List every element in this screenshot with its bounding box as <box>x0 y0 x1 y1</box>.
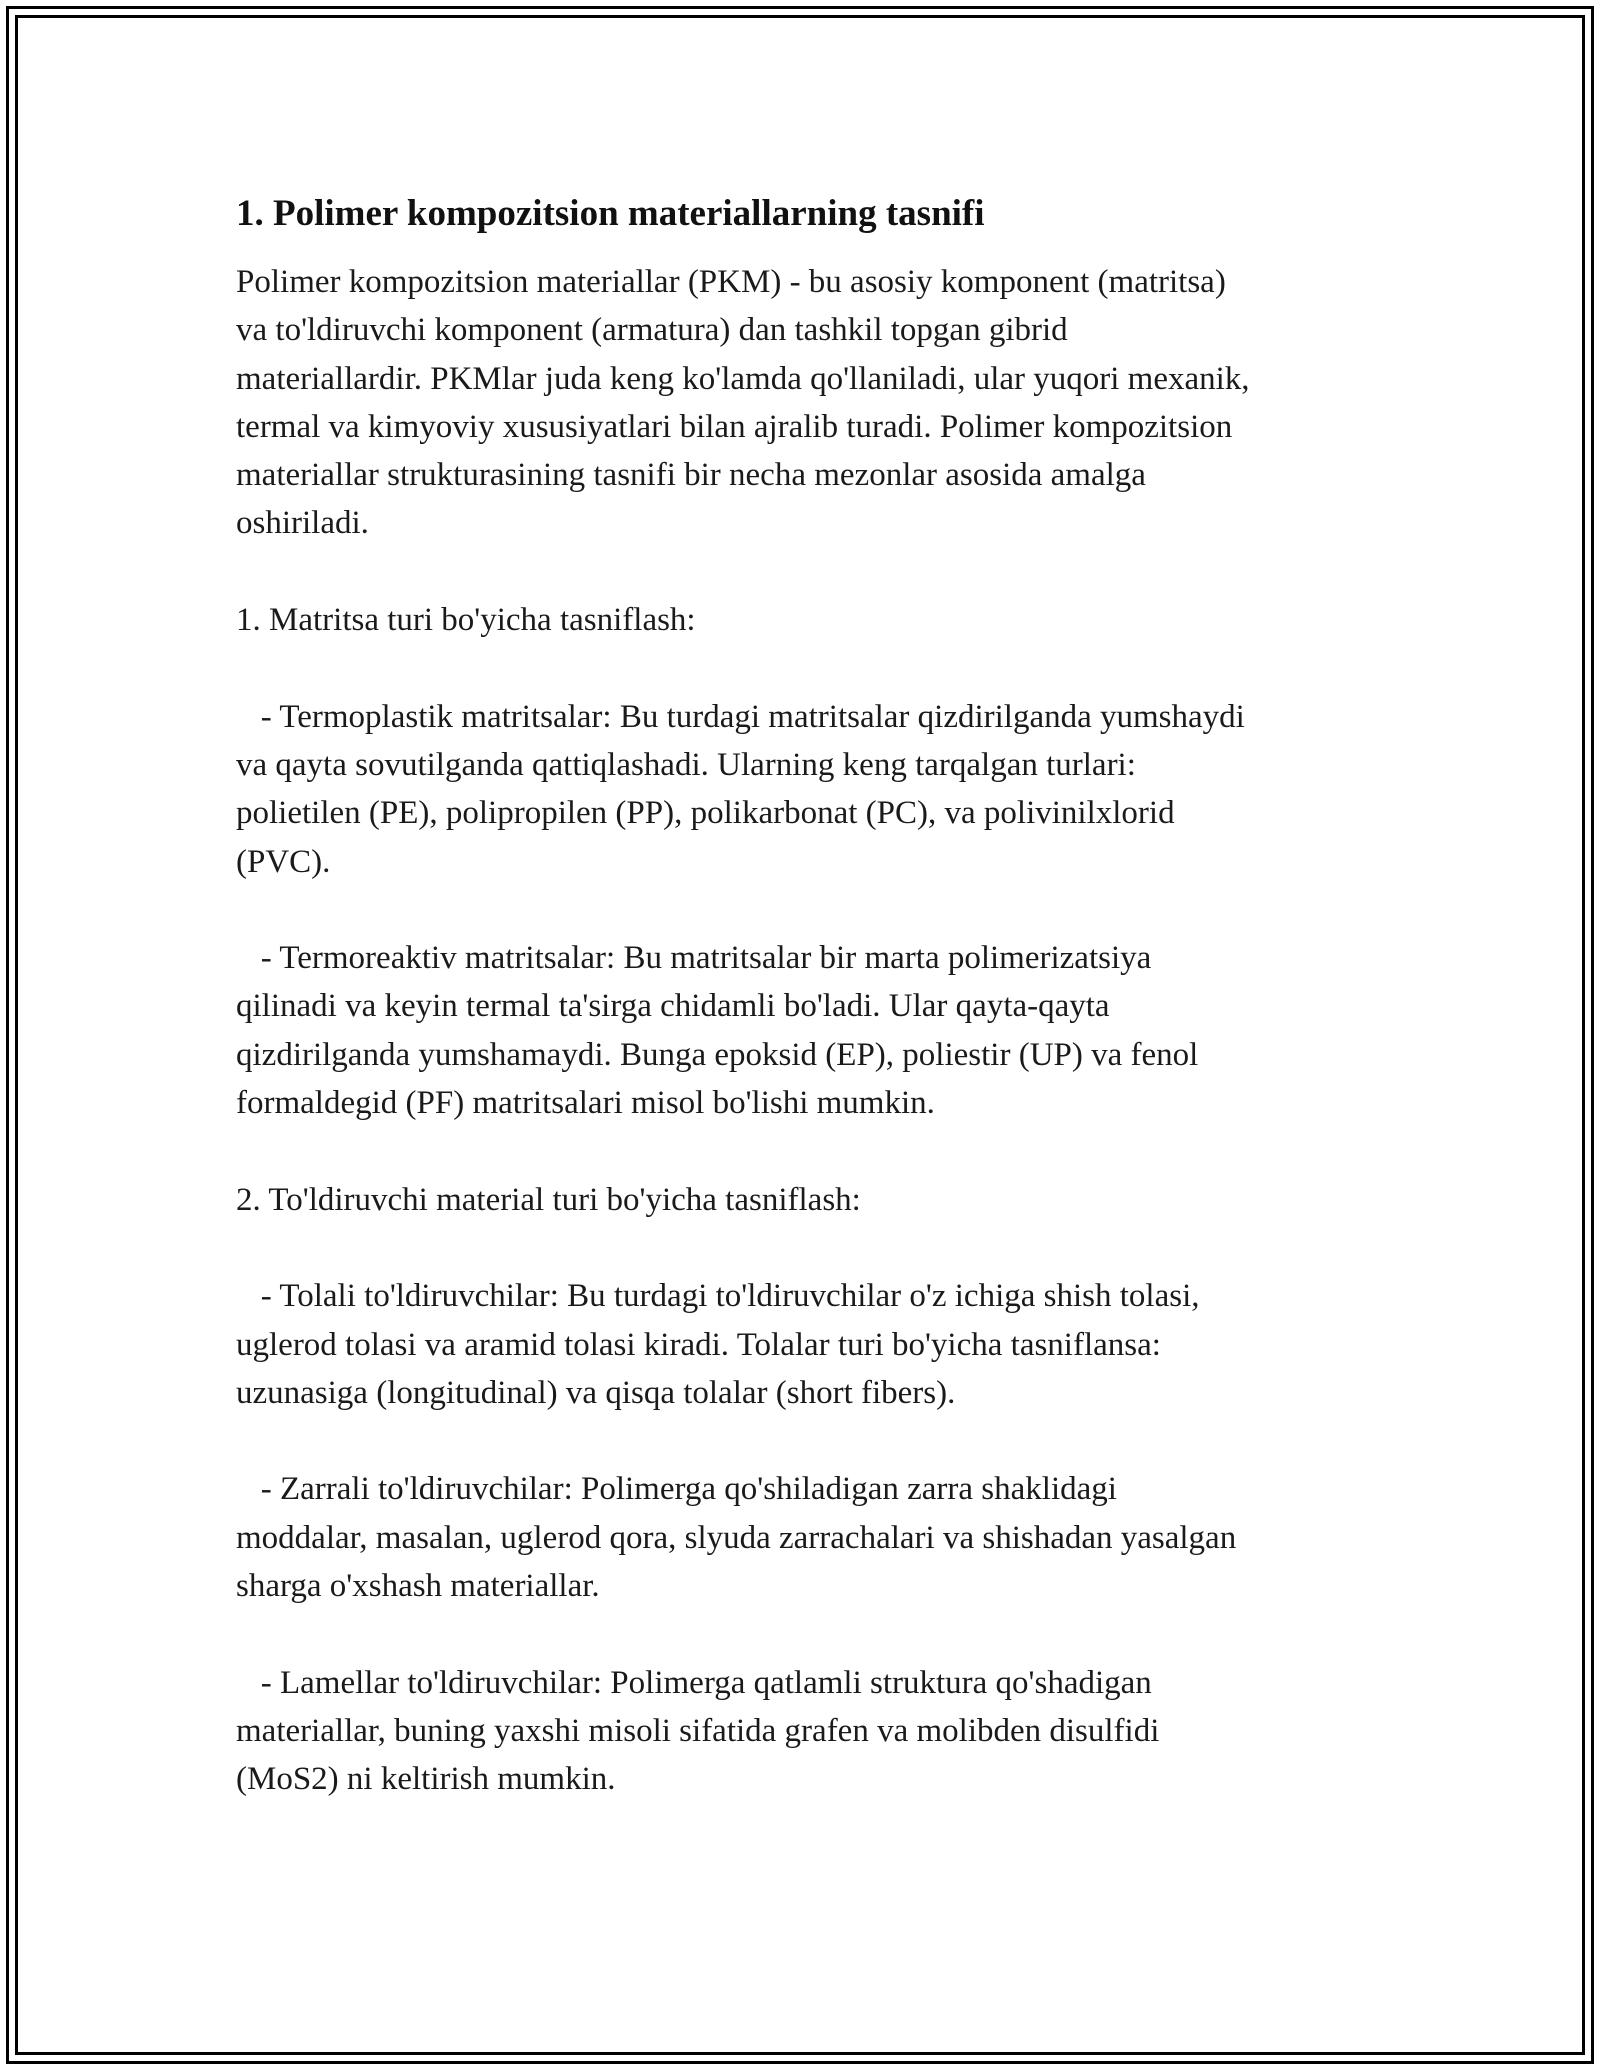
document-page <box>236 190 1376 1804</box>
document-title: 1. Polimer kompozitsion materiallarning tasnifi <box>236 193 985 234</box>
document-body: Polimer kompozitsion materiallar (PKM) - bu asosiy komponent (matritsa) va to'ldiruvchi komponent (armatura) dan tashkil topgan gibrid materiallardir. PKMlar juda keng ko'lamda qo'llaniladi, ular yuqori mexanik, termal va kimyoviy xususiyatlari bilan ajralib turadi. Polimer kompozitsion materiallar strukturasining tasnifi bir necha mezonlar asosida amalga oshiriladi. 1. Matritsa turi bo'yicha tasniflash: - Termoplastik matritsalar: Bu turdagi matritsalar qizdirilganda yumshaydi va qayta sovutilganda qattiqlashadi. Ularning keng tarqalgan turlari: polietilen (PE), polipropilen (PP), polikarbonat (PC), va polivinilxlorid (PVC). - Termoreaktiv matritsalar: Bu matritsalar bir marta polimerizatsiya qilinadi va keyin termal ta'sirga chidamli bo'ladi. Ular qayta-qayta qizdirilganda yumshamaydi. Bunga epoksid (EP), poliestir (UP) va fenol formaldegid (PF) matritsalari misol bo'lishi mumkin. 2. To'ldiruvchi material turi bo'yicha tasniflash: - Tolali to'ldiruvchilar: Bu turdagi to'ldiruvchilar o'z ichiga shish tolasi, uglerod tolasi va aramid tolasi kiradi. Tolalar turi bo'yicha tasniflansa: uzunasiga (longitudinal) va qisqa tolalar (short fibers). - Zarrali to'ldiruvchilar: Polimerga qo'shiladigan zarra shaklidagi moddalar, masalan, uglerod qora, slyuda zarrachalari va shishadan yasalgan sharga o'xshash materiallar. - Lamellar to'ldiruvchilar: Polimerga qatlamli struktura qo'shadigan materiallar, buning yaxshi misoli sifatida grafen va molibden disulfidi (MoS2) ni keltirish mumkin. <box>236 264 1250 1798</box>
